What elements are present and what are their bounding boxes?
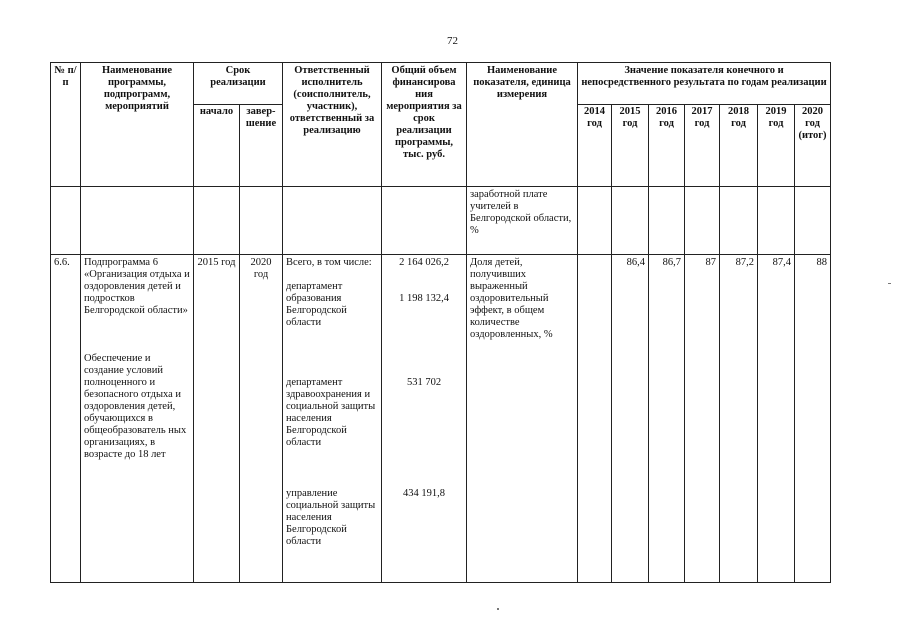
row-num: 6.6. <box>51 255 81 583</box>
value-2019: 87,4 <box>758 255 795 583</box>
header-indicator: Наименование показателя, единица измерения <box>467 63 578 187</box>
header-funding: Общий объем финансирова ния мероприятия за срок реализации программы, тыс. руб. <box>382 63 467 187</box>
funding-education: 1 198 132,4 <box>399 293 449 304</box>
header-end: завер-шение <box>240 105 283 187</box>
header-responsible: Ответственный исполнитель (соисполнитель, участник), ответственный за реализацию <box>283 63 382 187</box>
responsible-social: управление социальной защиты населения Белгородской области <box>286 488 376 547</box>
value-2018: 87,2 <box>720 255 758 583</box>
row-indicator: Доля детей, получивших выраженный оздоровительный эффект, в общем количестве оздоровленных, % <box>467 255 578 583</box>
value-2016: 86,7 <box>649 255 685 583</box>
table-row <box>51 255 831 583</box>
subprogram-name: Подпрограмма 6 «Организация отдыха и оздоровления детей и подростков Белгородской области» <box>84 257 190 316</box>
header-year-2016: 2016 год <box>649 105 685 187</box>
header-year-2015: 2015 год <box>612 105 649 187</box>
row-start: 2015 год <box>194 255 240 583</box>
page-number: 72 <box>447 35 458 47</box>
responsible-total: Всего, в том числе: <box>286 257 372 268</box>
continuation-row <box>51 187 831 255</box>
row-responsible-cell <box>283 255 382 583</box>
value-2017: 87 <box>685 255 720 583</box>
header-year-2017: 2017 год <box>685 105 720 187</box>
header-year-2014: 2014 год <box>578 105 612 187</box>
header-start: начало <box>194 105 240 187</box>
header-year-2019: 2019 год <box>758 105 795 187</box>
scan-speck <box>497 608 499 610</box>
activity-name: Обеспечение и создание условий полноценного и безопасного отдыха и оздоровления детей, обучающихся в общеобразователь ных организациях, в возрасте до 18 лет <box>84 353 187 460</box>
row-end: 2020 год <box>240 255 283 583</box>
continuation-indicator: заработной плате учителей в Белгородской области, % <box>467 187 578 255</box>
row-funding-cell <box>382 255 467 583</box>
funding-health: 531 702 <box>406 377 442 388</box>
program-table <box>50 62 831 583</box>
row-name-cell <box>81 255 194 583</box>
value-2015: 86,4 <box>612 255 649 583</box>
responsible-education: департамент образования Белгородской области <box>286 281 347 328</box>
funding-total: 2 164 026,2 <box>399 257 449 268</box>
scan-speck <box>888 283 891 284</box>
header-year-2018: 2018 год <box>720 105 758 187</box>
responsible-health: департамент здравоохранения и социальной защиты населения Белгородской области <box>286 377 376 448</box>
value-2020: 88 <box>795 255 831 583</box>
header-term: Срок реализации <box>194 63 283 105</box>
value-2014 <box>578 255 612 583</box>
header-year-2020: 2020 год (итог) <box>795 105 831 187</box>
funding-social: 434 191,8 <box>403 488 445 499</box>
header-values-title: Значение показателя конечного и непосредственного результата по годам реализации <box>578 63 831 105</box>
header-name: Наименование программы, подпрограмм, мероприятий <box>81 63 194 187</box>
header-num: № п/п <box>51 63 81 187</box>
